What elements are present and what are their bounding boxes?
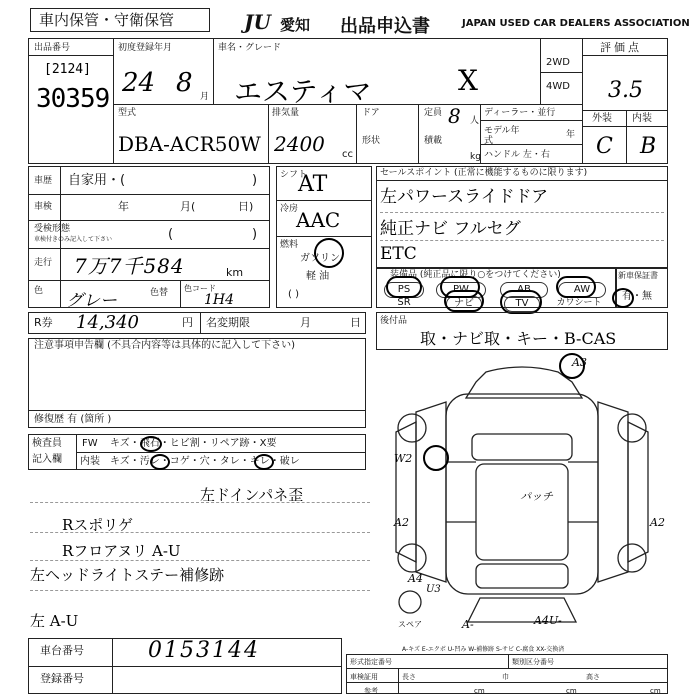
listing-number-label: 出品番号	[34, 43, 71, 53]
dealer-label: ディーラー・並行	[484, 108, 556, 118]
drive-4wd: 4WD	[546, 81, 570, 92]
door-label: ドア	[362, 108, 380, 118]
selling-point-2: 純正ナビ フルセグ	[380, 219, 521, 239]
fuel-other: ( )	[288, 289, 299, 300]
recycle-unit: 円	[182, 316, 193, 329]
sag-circle	[254, 454, 274, 470]
damage-a2-right: A2	[650, 516, 665, 529]
footer-cm-1: cm	[474, 687, 485, 695]
usage-value: 自家用・(	[68, 173, 126, 188]
equip-ab: AB	[500, 282, 548, 298]
drive-2wd: 2WD	[546, 57, 570, 68]
comment-5: 左 A-U	[30, 612, 79, 630]
storage-label: 車内保管・守衛保管	[39, 11, 175, 29]
inspector-int-key: 内装	[80, 456, 100, 467]
equip-pw: PW	[436, 282, 486, 298]
damage-legend: A-キズ E-エクボ U-凹み W-補修跡 S-サビ C-腐食 XX-交換済	[402, 646, 565, 653]
equip-ps: PS	[384, 282, 424, 298]
displacement-unit: cc	[342, 149, 353, 160]
listing-sub-number: [2124]	[44, 62, 91, 77]
acceptance-label: 受検形態	[34, 224, 71, 234]
damage-a-minus: A-	[462, 618, 474, 631]
model-year-unit: 年	[566, 130, 576, 140]
chip-circle	[140, 436, 162, 452]
association-name: JAPAN USED CAR DEALERS ASSOCIATION	[462, 18, 690, 29]
registration-month-unit: 月	[200, 92, 210, 102]
damage-u3: U3	[426, 584, 441, 595]
interior-grade: B	[640, 134, 657, 159]
equip-aw: AW	[558, 282, 606, 298]
footer-height: 高さ	[586, 673, 600, 681]
registration-label: 初度登録年月	[118, 43, 173, 53]
recycle-value: 14,340	[76, 312, 139, 333]
capacity-unit: 人	[470, 116, 480, 126]
tv-circle	[500, 290, 542, 314]
usage-label: 車歴	[34, 176, 53, 186]
usage-close: )	[252, 173, 258, 188]
model-year-label: モデル年式	[484, 126, 520, 146]
navi-circle	[444, 290, 484, 312]
equip-sr: SR	[397, 297, 411, 308]
footer-cm-3: cm	[650, 687, 661, 695]
inspection-month: 月(	[180, 200, 196, 213]
damage-patch: パッチ	[520, 490, 553, 503]
spare-label: スペア	[398, 620, 422, 629]
color-code-label: 色コード	[184, 284, 216, 293]
inspection-day: 日)	[238, 200, 254, 213]
inspector-label-2: 記入欄	[32, 454, 62, 465]
equip-seat: カワシート	[556, 298, 602, 308]
color-label: 色	[34, 286, 44, 296]
aftermarket-label: 後付品	[380, 316, 408, 326]
footer-category: 類別区分番号	[512, 658, 554, 666]
ps-circle	[386, 276, 422, 298]
comment-2: Rスポリゲ	[62, 516, 133, 534]
fuel-label: 燃料	[280, 240, 299, 250]
damage-w2: W2	[394, 452, 413, 465]
damage-a2-left: A2	[394, 516, 409, 529]
load-label: 積載	[424, 136, 443, 146]
deadline-day: 日	[350, 316, 361, 329]
selling-point-3: ETC	[380, 244, 417, 264]
ju-logo-text: 愛知	[280, 16, 311, 34]
mileage-unit: km	[226, 266, 244, 279]
chassis-number: 0153144	[148, 638, 260, 663]
rating-label: 評価点	[600, 41, 642, 54]
damage-a4u: A4U-	[534, 614, 562, 627]
equip-navi: ナビ	[446, 296, 482, 312]
color-value: グレー	[66, 291, 117, 311]
footer-cm-2: cm	[566, 687, 577, 695]
equipment-label: 装備品 (純正品に限り○をつけてください)	[390, 270, 561, 280]
acceptance-open: (	[168, 227, 174, 242]
warranty-options: 有・無	[622, 291, 652, 302]
interior-label: 内装	[632, 113, 652, 124]
comment-3: Rフロアヌリ A-U	[62, 542, 181, 560]
gasoline-circle	[314, 238, 344, 268]
model-grade: X	[458, 64, 478, 97]
selling-points-label: セールスポイント (正常に機能するものに限ります)	[380, 168, 588, 178]
capacity: 8	[448, 104, 461, 128]
damage-a4: A4	[408, 572, 423, 585]
repair-history: 修復歴 有 (箇所 )	[34, 414, 112, 425]
exterior-label: 外装	[592, 113, 612, 124]
acceptance-note: 車検付きのみ記入して下さい	[34, 236, 113, 243]
fuel-gasoline: ガソリン	[300, 253, 340, 264]
inspector-fw-items: キズ・飛石・ヒビ割・リペア跡・X要	[110, 438, 277, 449]
footer-length: 長さ	[402, 673, 416, 681]
registration-number-label: 登録番号	[40, 672, 84, 685]
mileage-label: 走行	[34, 258, 53, 268]
load-unit: kg	[470, 152, 481, 162]
inspector-label: 検査員	[32, 438, 62, 449]
deadline-month: 月	[300, 316, 311, 329]
inspector-fw-key: FW	[82, 438, 98, 449]
footer-model-designation: 形式指定番号	[350, 658, 392, 666]
ac-label: 冷房	[280, 204, 299, 214]
footer-width: 巾	[502, 673, 509, 681]
handle-label: ハンドル 左・右	[484, 150, 550, 160]
acceptance-close: )	[252, 227, 258, 242]
aw-circle	[556, 276, 596, 298]
selling-point-1: 左パワースライドドア	[380, 187, 549, 207]
notes-label: 注意事項申告欄 (不具合内容等は具体的に記入して下さい)	[34, 340, 295, 351]
displacement: 2400	[274, 132, 325, 156]
mileage-value: 7万7千584	[74, 254, 185, 278]
deadline-label: 名変期限	[206, 316, 250, 329]
rating-score: 3.5	[608, 78, 643, 103]
color-code: 1H4	[204, 292, 235, 308]
exterior-grade: C	[596, 134, 613, 159]
equip-tv: TV	[504, 296, 540, 312]
fuel-diesel: 軽 油	[306, 271, 330, 282]
footer-ref: 参考	[364, 687, 378, 695]
listing-number: 30359	[36, 84, 110, 114]
model-name: エスティマ	[234, 75, 372, 108]
stain-circle	[150, 454, 170, 470]
capacity-label: 定員	[424, 108, 443, 118]
damage-a3: A3	[572, 356, 587, 369]
shape-label: 形状	[362, 136, 381, 146]
ac-value: AAC	[296, 208, 341, 232]
comment-1: 左ドインパネ歪	[200, 486, 304, 504]
inspection-label: 車検	[34, 202, 53, 212]
warranty-circle	[612, 288, 634, 308]
storage-box	[30, 8, 210, 32]
chassis-label: 車台番号	[40, 644, 84, 657]
color-change-label: 色替	[150, 288, 169, 298]
shift-label: シフト	[280, 170, 308, 180]
shift-value: AT	[298, 172, 328, 197]
warranty-label: 新車保証書	[618, 271, 658, 280]
aftermarket-value: 取・ナビ取・キー・B-CAS	[420, 329, 617, 348]
model-code: DBA-ACR50W	[118, 132, 261, 156]
model-code-label: 型式	[118, 108, 137, 118]
footer-certificate: 車検証用	[350, 673, 378, 681]
form-title: 出品申込書	[340, 16, 430, 37]
model-label: 車名・グレード	[218, 43, 282, 53]
displacement-label: 排気量	[272, 108, 300, 118]
registration-year: 24	[122, 68, 156, 98]
inspection-year: 年	[118, 200, 129, 213]
comment-4: 左ヘッドライトステー補修跡	[30, 566, 225, 584]
ju-logo: JU	[244, 10, 271, 34]
inspector-int-items: キズ・汚レ・コゲ・穴・タレ・キレ・破レ	[110, 456, 300, 467]
recycle-label: R券	[34, 316, 53, 329]
registration-month: 8	[176, 68, 193, 98]
